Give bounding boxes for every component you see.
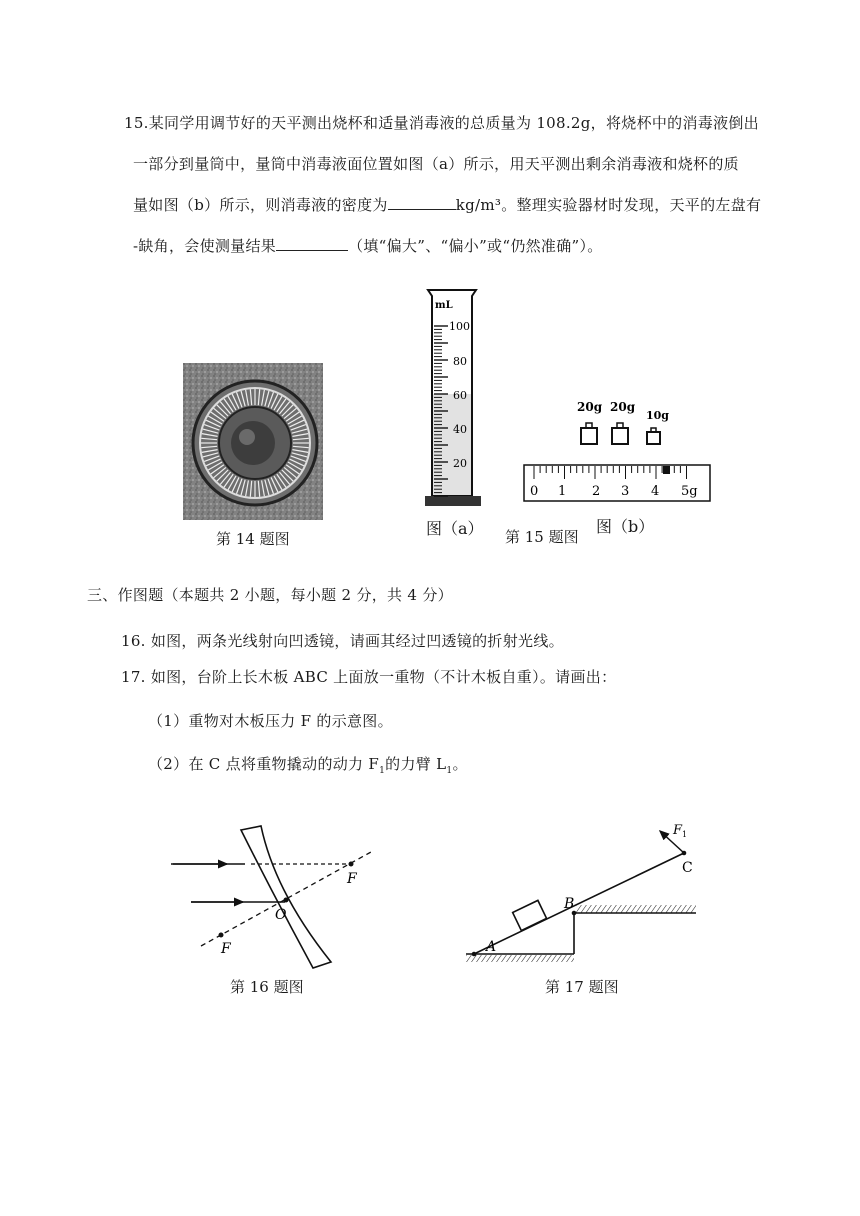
fig15-caption: 第 15 题图 [505, 528, 579, 546]
fig17-label-C: C [682, 860, 693, 876]
fig15b-label: 图（b） [596, 517, 655, 536]
fig16-concave-lens [165, 822, 385, 972]
q17-part1: （1）重物对木板压力 F 的示意图。 [148, 712, 393, 730]
fig17-caption: 第 17 题图 [545, 978, 619, 996]
q17-part2 [148, 753, 468, 776]
cylinder-tick-40: 40 [453, 423, 467, 436]
q15-line3 [133, 194, 761, 215]
scale-tick-3: 3 [621, 484, 630, 499]
q17-part2-b: 的力臂 L [385, 755, 447, 773]
scale-tick-0: 0 [530, 484, 539, 499]
q17-text: 17. 如图，台阶上长木板 ABC 上面放一重物（不计木板自重）。请画出： [121, 668, 617, 686]
scale-tick-5g: 5g [681, 484, 698, 499]
fig17-label-B: B [564, 896, 575, 912]
q15-line4-text-a: -缺角，会使测量结果 [133, 237, 277, 255]
fig17-label-F1-sub: 1 [682, 830, 688, 839]
fig16-label-F-right: F [347, 871, 357, 887]
density-blank [388, 195, 456, 210]
fig14-image [183, 363, 323, 520]
q15-line4-text-b: （填“偏大”、“偏小”或“仍然准确”）。 [348, 237, 603, 255]
weight-20g-1 [581, 423, 597, 444]
fig15a-label: 图（a） [426, 519, 484, 538]
weight-label-1: 20g [577, 400, 603, 414]
scale-tick-1: 1 [558, 484, 567, 499]
balance-weights-figure [520, 395, 720, 510]
q15-line3-text-a: 量如图（b）所示，则消毒液的密度为 [133, 196, 388, 214]
q15-line1: 15.某同学用调节好的天平测出烧杯和适量消毒液的总质量为 108.2g，将烧杯中的消毒液倒出 [124, 114, 759, 132]
fig17-lever [462, 818, 702, 968]
fig17-label-A: A [486, 939, 497, 955]
scale-tick-2: 2 [592, 484, 601, 499]
cylinder-tick-60: 60 [453, 389, 467, 402]
q17-part2-a: （2）在 C 点将重物撬动的动力 F [148, 755, 380, 773]
fig17-label-F1: F [673, 823, 683, 838]
graduated-cylinder [418, 286, 498, 516]
q17-part2-sub1: 1 [379, 766, 386, 776]
weight-label-3: 10g [646, 409, 669, 422]
fig16-label-O: O [275, 907, 287, 923]
q15-line4 [133, 235, 603, 256]
fig16-caption: 第 16 题图 [230, 978, 304, 996]
q17-part2-c: 。 [452, 755, 468, 773]
fig14-caption: 第 14 题图 [216, 530, 290, 548]
weight-10g [647, 428, 660, 444]
q17-part2-sub2: 1 [446, 766, 453, 776]
weight-20g-2 [612, 423, 628, 444]
result-blank [276, 236, 348, 251]
cylinder-unit: mL [435, 300, 453, 311]
q15-line2: 一部分到量筒中，量筒中消毒液面位置如图（a）所示，用天平测出剩余消毒液和烧杯的质 [133, 155, 739, 173]
weight-label-2: 20g [610, 400, 636, 414]
cylinder-tick-20: 20 [453, 457, 467, 470]
q16-text: 16. 如图，两条光线射向凹透镜，请画其经过凹透镜的折射光线。 [121, 632, 564, 650]
cylinder-tick-80: 80 [453, 355, 467, 368]
cylinder-tick-100: 100 [449, 320, 470, 333]
q15-line3-text-b: kg/m³。整理实验器材时发现，天平的左盘有 [455, 196, 762, 214]
scale-tick-4: 4 [651, 484, 660, 499]
section3-heading: 三、作图题（本题共 2 小题，每小题 2 分，共 4 分） [87, 586, 453, 604]
fig16-label-F-left: F [221, 941, 231, 957]
